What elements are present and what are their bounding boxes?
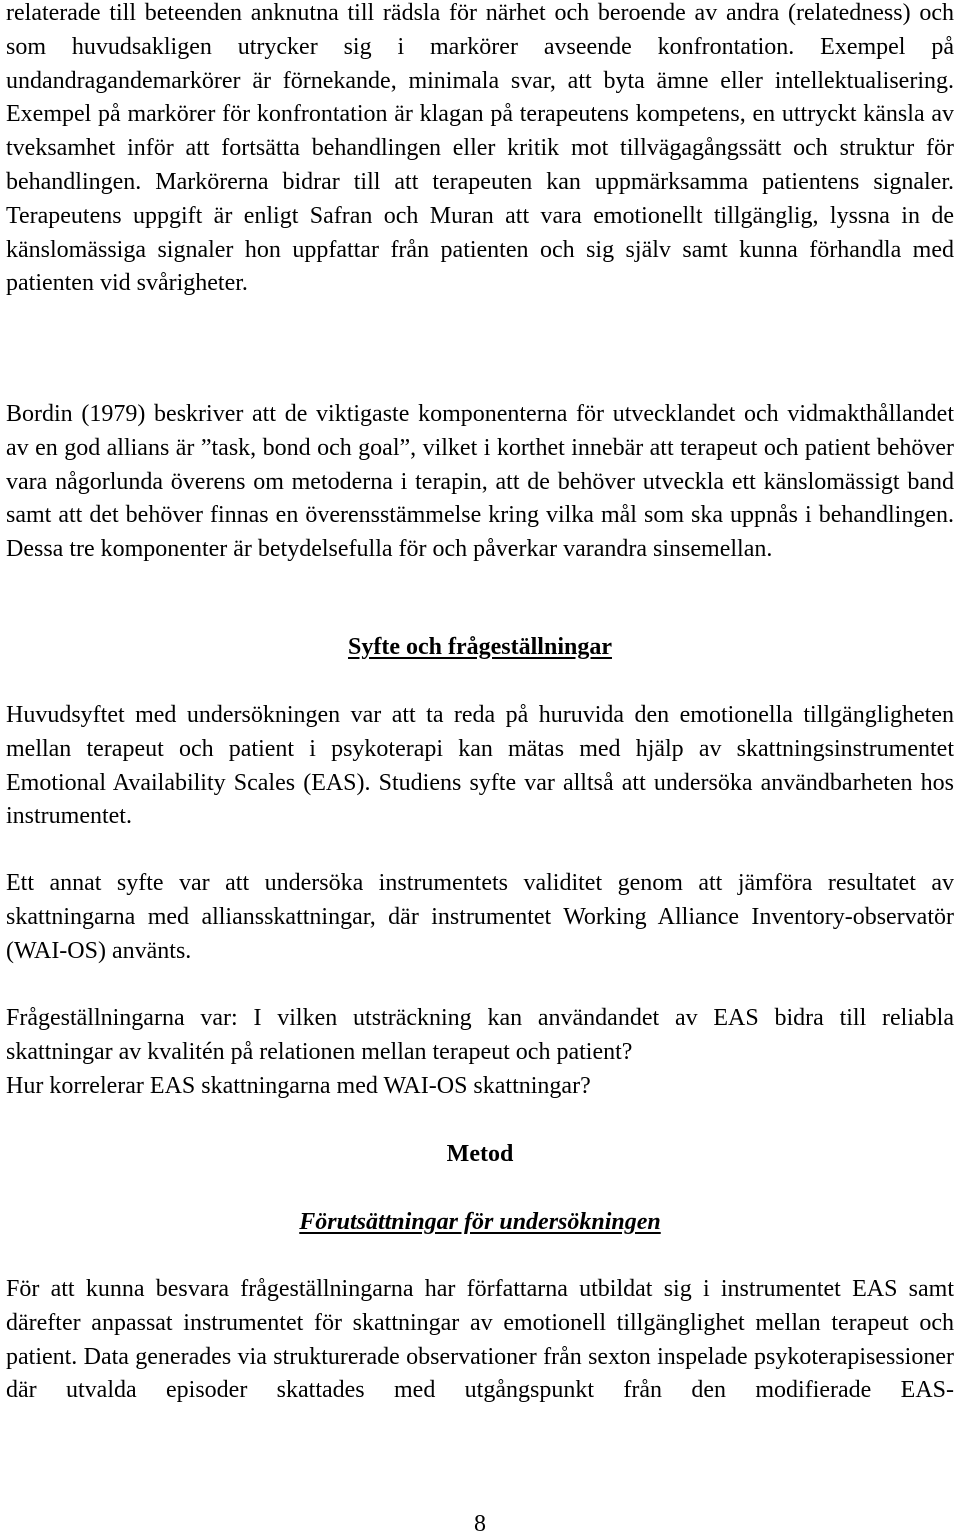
section-heading-syfte: Syfte och frågeställningar bbox=[348, 634, 612, 660]
document-page bbox=[6, 0, 954, 1537]
paragraph-intro: relaterade till beteenden anknutna till rädsla för närhet och beroende av andra (relatedness) och som huvudsakligen utrycker sig i markörer avseende konfrontation. Exempel på undandragandemarkörer är förnekande, minimala svar, att byta ämne eller intellektualisering. Exempel på markörer för konfrontation är klagan på terapeutens kompetens, en uttryckt känsla av tveksamhet inför att fortsätta behandlingen eller kritik mot tillvägagångssätt och struktur för behandlingen. Markörerna bidrar till att terapeuten kan uppmärksamma patientens signaler. Terapeutens uppgift är enligt Safran och Muran att vara emotionellt tillgänglig, lyssna in de känslomässiga signaler hon uppfattar från patienten och sig själv samt kunna förhandla med patienten vid svårigheter. bbox=[6, 0, 954, 297]
subheading-forutsattningar: Förutsättningar för undersökningen bbox=[299, 1209, 661, 1235]
paragraph-bordin: Bordin (1979) beskriver att de viktigaste komponenterna för utvecklandet och vidmakthållandet av en god allians är ”task, bond och goal”, vilket i korthet innebär att terapeut och patient behöver vara någorlunda överens om metoderna i terapin, att de behöver utveckla ett känslomässigt band samt att det behöver finnas en överensstämmelse kring vilka mål som ska uppnås i behandlingen. Dessa tre komponenter är betydelsefulla för och påverkar varandra sinsemellan. bbox=[6, 401, 954, 563]
research-question-1: Frågeställningarna var: I vilken utsträckning kan användandet av EAS bidra till reliabla skattningar av kvalitén på relationen mellan terapeut och patient? bbox=[6, 1005, 954, 1065]
paragraph-forutsattningar: För att kunna besvara frågeställningarna har författarna utbildat sig i instrumentet EAS samt därefter anpassat instrumentet för skattningar av emotionell tillgänglighet mellan terapeut och patient. Data generades via strukturerade observationer från sexton inspelade psykoterapisessioner där utvalda episoder skattades med utgångspunkt från den modifierade EAS- bbox=[6, 1276, 954, 1404]
page-number: 8 bbox=[474, 1511, 486, 1537]
research-question-2: Hur korrelerar EAS skattningarna med WAI-OS skattningar? bbox=[6, 1072, 591, 1099]
section-heading-metod: Metod bbox=[446, 1141, 514, 1167]
paragraph-annat-syfte: Ett annat syfte var att undersöka instrumentets validitet genom att jämföra resultatet av skattningarna med alliansskattningar, där instrumentet Working Alliance Inventory-observatör (WAI-OS) använts. bbox=[6, 870, 954, 964]
paragraph-huvudsyfte: Huvudsyftet med undersökningen var att ta reda på huruvida den emotionella tillgängligheten mellan terapeut och patient i psykoterapi kan mätas med hjälp av skattningsinstrumentet Emotional Availability Scales (EAS). Studiens syfte var alltså att undersöka användbarheten hos instrumentet. bbox=[6, 702, 954, 830]
research-questions bbox=[6, 1002, 954, 1103]
